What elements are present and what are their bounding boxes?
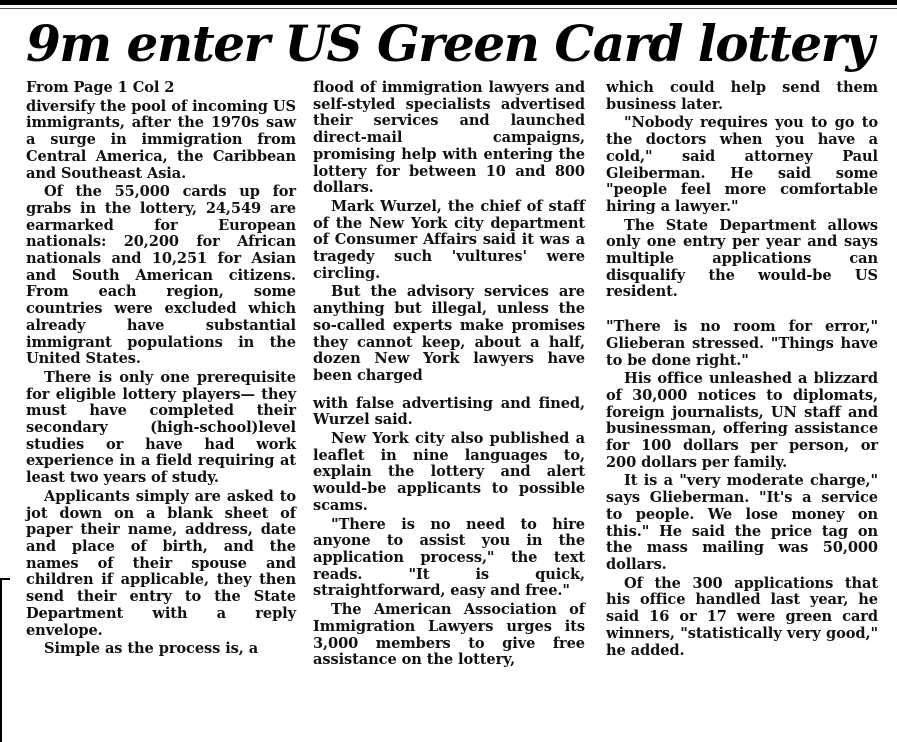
paragraph: But the advisory services are anything but illegal, unless the so-called experts make promises they cannot keep, about a half, dozen New York lawyers have been charged (313, 283, 585, 384)
paragraph: It is a "very moderate charge," says Glieberman. "It's a service to people. We lose money on this." He said the price tag on the mass mailing was 50,000 dollars. (606, 472, 878, 573)
paragraph: Mark Wurzel, the chief of staff of the New York city department of Consumer Affairs said it was a tragedy such 'vultures' were circling. (313, 197, 585, 282)
column-1 (26, 80, 296, 658)
top-rule-thin (0, 8, 897, 9)
continuation-line: From Page 1 Col 2 (26, 79, 175, 96)
paragraph: Simple as the process is, a (44, 640, 259, 658)
paragraph: The American Association of Immigration Lawyers urges its 3,000 members to give free assistance on the lottery, (313, 601, 585, 669)
clipping-border-mark (0, 578, 10, 742)
paragraph: "Nobody requires you to go to the doctors when you have a cold," said attorney Paul Gleiberman. He said some "people feel more comfortable hiring a lawyer." (606, 114, 878, 215)
top-rule (0, 0, 897, 5)
column-gap (606, 301, 878, 319)
paragraph: diversify the pool of incoming US immigrants, after the 1970s saw a surge in immigration from Central America, the Caribbean and Southeast Asia. (26, 97, 296, 182)
column-3 (606, 80, 878, 659)
paragraph: New York city also published a leaflet in nine languages to, explain the lottery and alert would-be applicants to possible scams. (313, 430, 585, 514)
paragraph: Applicants simply are asked to jot down on a blank sheet of paper their name, address, date and place of birth, and the names of their spouse and children if applicable, they then send their entry to the State Department with a reply envelope. (26, 487, 296, 639)
paragraph: which could help send them business later. (606, 79, 878, 113)
paragraph: flood of immigration lawyers and self-styled specialists advertised their services and launched direct-mail campaigns, promising help with entering the lottery for between 10 and 800 dollars. (313, 79, 585, 197)
paragraph: "There is no room for error," Glieberan stressed. "Things have to be done right." (606, 318, 878, 369)
paragraph: The State Department allows only one entry per year and says multiple applications can disqualify the would-be US resident. (606, 216, 878, 301)
headline: 9m enter US Green Card lottery (25, 14, 874, 73)
paragraph: with false advertising and fined, Wurzel said. (313, 394, 585, 429)
column-gap (313, 385, 585, 396)
paragraph: There is only one prerequisite for eligible lottery players— they must have completed their secondary (high-school)level studies or have had work experience in a field requiring at least two years of study. (26, 368, 296, 487)
paragraph: "There is no need to hire anyone to assist you in the application process," the text reads. "It is quick, straightforward, easy and free." (313, 515, 585, 600)
paragraph: Of the 300 applications that his office handled last year, he said 16 or 17 were green card winners, "statistically very good," he added. (606, 574, 878, 659)
column-2 (313, 80, 585, 669)
article-body (26, 80, 877, 732)
paragraph: Of the 55,000 cards up for grabs in the lottery, 24,549 are earmarked for European nationals: 20,200 for African nationals and 10,251 for Asian and South American citizens. From each region, some countries were excluded which already have substantial immigrant populations in the United States. (26, 183, 296, 368)
paragraph: His office unleashed a blizzard of 30,000 notices to diplomats, foreign journalists, UN staff and businessman, offering assistance for 100 dollars per person, or 200 dollars per family. (606, 370, 878, 471)
